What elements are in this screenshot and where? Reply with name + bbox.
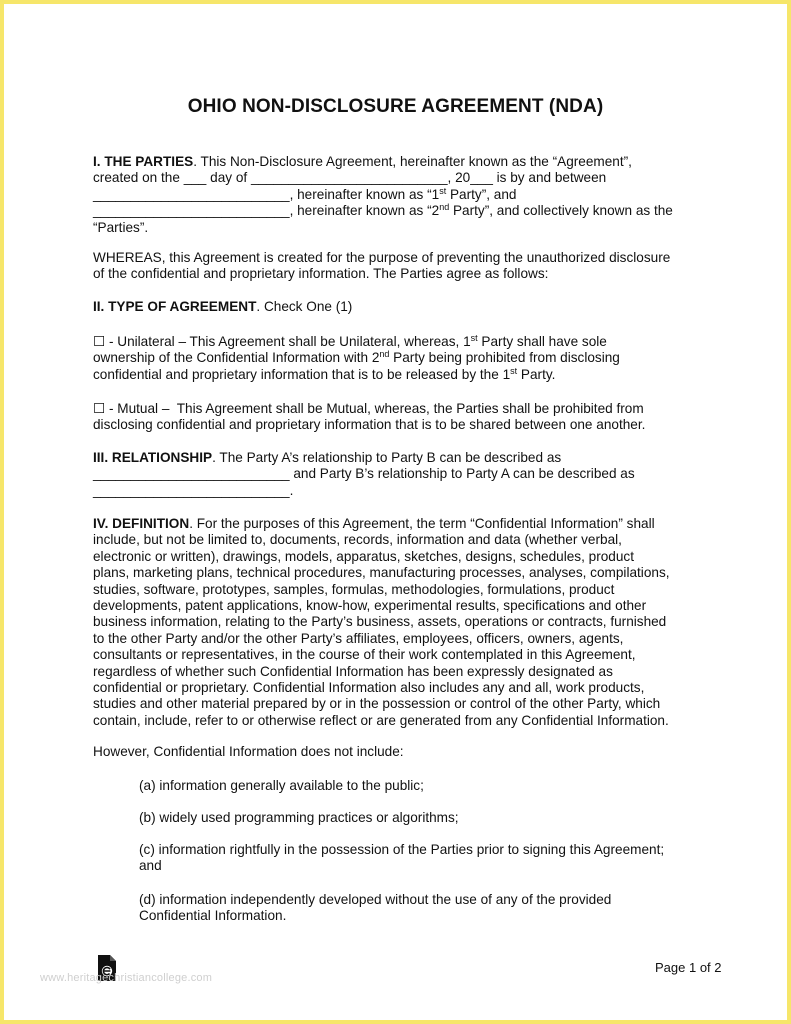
definition-heading: IV. DEFINITION [93,516,190,531]
mutual-option: ☐ - Mutual – This Agreement shall be Mutual, whereas, the Parties shall be prohibited from disclosing confidential and proprietary information that is to be shared between one another. [93,401,646,433]
whereas-paragraph: WHEREAS, this Agreement is created for the purpose of preventing the unauthorized disclosure of the confidential and proprietary information. The Parties agree as follows: [93,250,671,282]
exclusion-b: (b) widely used programming practices or algorithms; [139,810,459,825]
relationship-heading: III. RELATIONSHIP [93,450,213,465]
parties-section [93,154,705,236]
parties-line-2: created on the ___ day of __________________________, 20___ is by and between [93,170,607,186]
parties-line-4: __________________________, hereinafter known as “2nd Party”, and collectively known as the [93,202,673,219]
document-title: OHIO NON-DISCLOSURE AGREEMENT (NDA) [187,96,604,117]
parties-heading: I. THE PARTIES [93,154,194,169]
exclusion-d: (d) information independently developed without the use of any of the provided Confidential Information. [139,892,612,924]
page-number: Page 1 of 2 [655,960,722,975]
relationship-section [93,450,705,499]
definition-text: . For the purposes of this Agreement, the term “Confidential Information” shall include, but not be limited to, documents, records, information and data (whether verbal, electronic or written), drawings, models, apparatus, sketches, designs, schedules, product plans, marketing plans, technical procedures, manufacturing processes, analyses, compilations, studies, software, prototypes, samples, formulas, methodologies, formulations, product developments, patent applications, know-how, experimental results, specifications and other business information, relating to the Party’s business, assets, operations or contracts, furnished to the other Party and/or the other Party’s affiliates, employees, officers, owners, agents, consultants or representatives, in the course of their work contemplated in this Agreement, regardless of whether such Confidential Information has been expressly designated as confidential or proprietary. Confidential Information also includes any and all, work products, studies and other material prepared by or in the possession or control of the other Party, which contain, include, refer to or otherwise reflect or are generated from any Confidential Information. [93,516,670,728]
relationship-text: . The Party A’s relationship to Party B can be described as __________________________ and Party B’s relationship to Party A can be described as __________________________. [93,450,635,498]
type-suffix: . Check One (1) [256,299,353,314]
document-page [4,4,787,1020]
parties-line-1: . This Non-Disclosure Agreement, hereinafter known as the “Agreement”, [193,154,632,169]
unilateral-option: ☐ - Unilateral – This Agreement shall be Unilateral, whereas, 1st Party shall have sole ownership of the Confidential Information with 2nd Party being prohibited from disclosing confidential and proprietary information that is to be released by the 1st Party. [93,333,620,382]
parties-line-5: “Parties”. [93,219,149,235]
definition-section [93,516,705,729]
watermark-text: www.heritagechristiancollege.com [40,972,213,984]
parties-line-3: __________________________, hereinafter known as “1st Party”, and [93,185,517,202]
type-section [93,299,705,315]
exclusion-c: (c) information rightfully in the possession of the Parties prior to signing this Agreement; and [139,842,665,874]
however-paragraph: However, Confidential Information does not include: [93,744,404,759]
exclusion-a: (a) information generally available to the public; [139,778,424,793]
type-heading: II. TYPE OF AGREEMENT [93,299,257,314]
